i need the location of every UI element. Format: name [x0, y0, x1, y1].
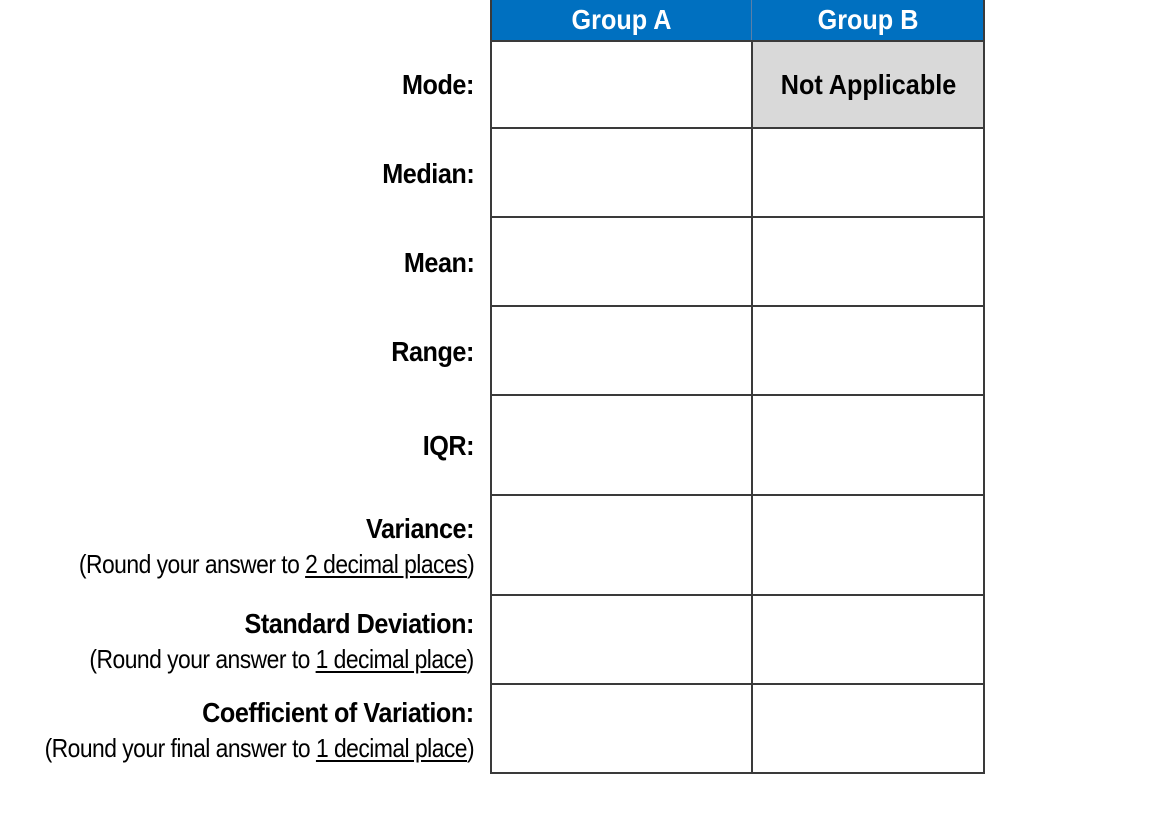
cell-iqr-group-b[interactable]	[751, 396, 985, 496]
note-prefix: (Round your answer to	[89, 643, 316, 674]
row-label-range-text: Range:	[391, 335, 474, 367]
row-label-mode	[0, 40, 490, 129]
cell-variance-group-b[interactable]	[751, 496, 985, 596]
column-header-group-b-label: Group B	[817, 4, 918, 35]
cell-mode-group-a[interactable]	[490, 40, 751, 129]
note-prefix: (Round your answer to	[78, 549, 305, 579]
not-applicable-text: Not Applicable	[780, 68, 956, 100]
row-note-standard-deviation	[90, 642, 474, 676]
cell-standard-deviation-group-a[interactable]	[490, 596, 751, 685]
column-header-group-a	[490, 0, 751, 40]
row-label-mean	[0, 218, 490, 307]
cell-range-group-a[interactable]	[490, 307, 751, 396]
note-suffix: )	[466, 549, 474, 579]
note-precision: 1 decimal place	[315, 643, 467, 674]
row-label-coefficient-of-variation	[0, 685, 490, 774]
row-label-median-text: Median:	[381, 157, 474, 189]
cell-mean-group-a[interactable]	[490, 218, 751, 307]
note-precision: 1 decimal place	[315, 732, 467, 763]
row-label-variance	[0, 496, 490, 596]
row-label-standard-deviation	[0, 596, 490, 685]
cell-median-group-a[interactable]	[490, 129, 751, 218]
row-label-iqr	[0, 396, 490, 496]
cell-median-group-b[interactable]	[751, 129, 985, 218]
row-label-coefficient-of-variation-text: Coefficient of Variation:	[202, 696, 474, 728]
cell-mode-group-b	[751, 40, 985, 129]
row-note-coefficient-of-variation	[44, 731, 474, 765]
note-prefix: (Round your final answer to	[44, 732, 316, 763]
row-label-standard-deviation-text: Standard Deviation:	[244, 607, 474, 639]
row-label-mean-text: Mean:	[403, 246, 474, 278]
cell-mean-group-b[interactable]	[751, 218, 985, 307]
note-precision: 2 decimal places	[304, 549, 467, 579]
row-label-variance-text: Variance:	[365, 513, 474, 544]
row-label-median	[0, 129, 490, 218]
row-label-iqr-text: IQR:	[422, 430, 474, 461]
header-spacer	[0, 0, 490, 40]
cell-variance-group-a[interactable]	[490, 496, 751, 596]
cell-coefficient-of-variation-group-b[interactable]	[751, 685, 985, 774]
row-label-range	[0, 307, 490, 396]
note-suffix: )	[466, 643, 474, 674]
cell-iqr-group-a[interactable]	[490, 396, 751, 496]
cell-standard-deviation-group-b[interactable]	[751, 596, 985, 685]
row-label-mode-text: Mode:	[402, 68, 474, 100]
row-note-variance	[79, 547, 474, 581]
note-suffix: )	[466, 732, 474, 763]
column-header-group-b	[751, 0, 985, 40]
cell-coefficient-of-variation-group-a[interactable]	[490, 685, 751, 774]
cell-range-group-b[interactable]	[751, 307, 985, 396]
column-header-group-a-label: Group A	[571, 4, 672, 35]
